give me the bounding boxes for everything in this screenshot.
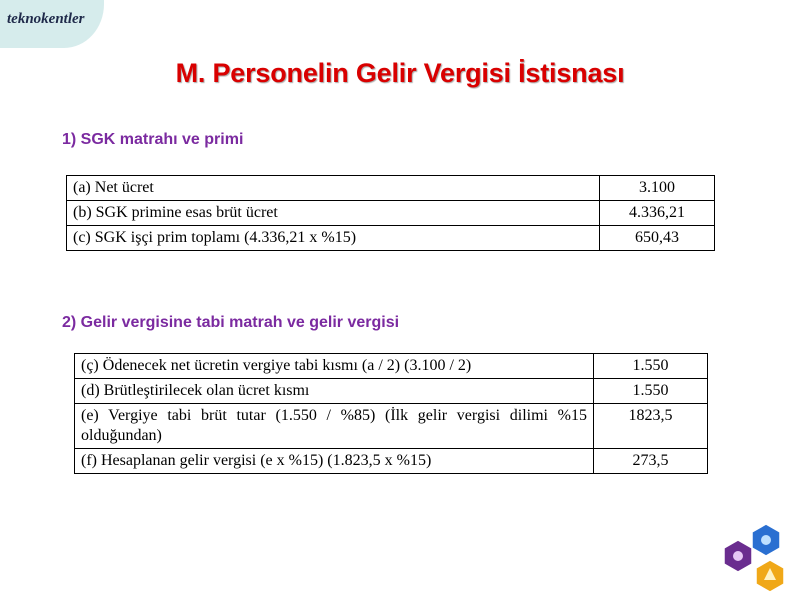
sgk-table (66, 175, 715, 251)
table-row (67, 176, 715, 201)
row-value: 650,43 (600, 226, 715, 251)
row-value: 3.100 (600, 176, 715, 201)
income-tax-table (74, 353, 708, 474)
row-label: (ç) Ödenecek net ücretin vergiye tabi kısmı (a / 2) (3.100 / 2) (75, 354, 594, 379)
hexagon-purple-highlight (733, 551, 743, 561)
row-label: (b) SGK primine esas brüt ücret (67, 201, 600, 226)
row-value: 1.550 (594, 379, 708, 404)
row-value: 1.550 (594, 354, 708, 379)
row-value: 4.336,21 (600, 201, 715, 226)
row-label: (e) Vergiye tabi brüt tutar (1.550 / %85) (İlk gelir vergisi dilimi %15 olduğundan) (75, 404, 594, 449)
table-row (67, 226, 715, 251)
row-value: 1823,5 (594, 404, 708, 449)
table-row (75, 379, 708, 404)
section-heading-sgk: 1) SGK matrahı ve primi (62, 131, 244, 148)
section-heading-income-tax: 2) Gelir vergisine tabi matrah ve gelir vergisi (62, 314, 400, 331)
table-row (75, 449, 708, 474)
logo-tab (0, 0, 104, 48)
table-row (75, 354, 708, 379)
slide-title: M. Personelin Gelir Vergisi İstisnası (175, 58, 625, 88)
row-label: (a) Net ücret (67, 176, 600, 201)
hexagon-emblem-icon (722, 522, 792, 594)
row-label: (f) Hesaplanan gelir vergisi (e x %15) (1.823,5 x %15) (75, 449, 594, 474)
row-label: (d) Brütleştirilecek olan ücret kısmı (75, 379, 594, 404)
hexagon-blue-highlight (761, 535, 771, 545)
row-value: 273,5 (594, 449, 708, 474)
logo-text: teknokentler (7, 11, 85, 27)
table-row (75, 404, 708, 449)
table-row (67, 201, 715, 226)
row-label: (c) SGK işçi prim toplamı (4.336,21 x %15) (67, 226, 600, 251)
